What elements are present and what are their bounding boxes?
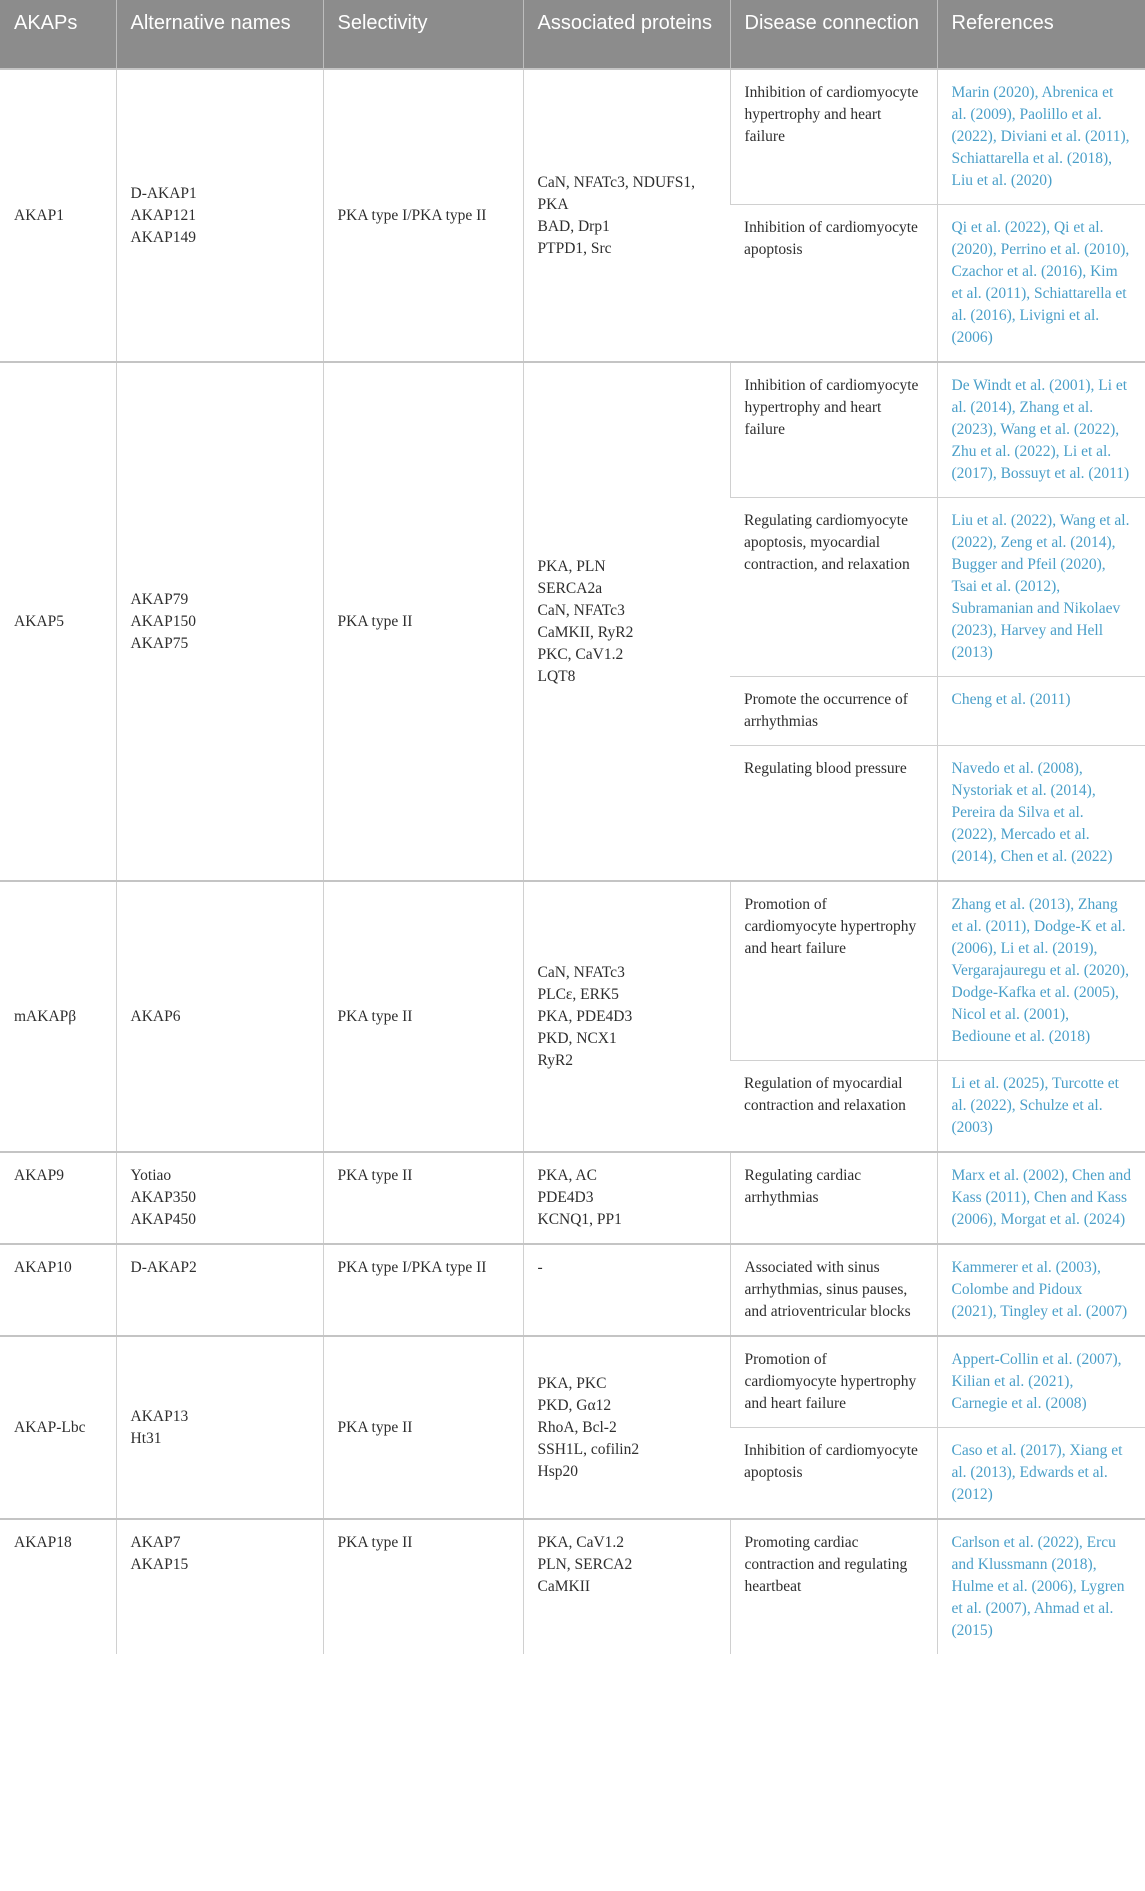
- table-row: [0, 69, 1145, 205]
- associated-protein: PKA, AC: [537, 1167, 597, 1184]
- table-row: [0, 881, 1145, 1061]
- associated-proteins-cell: [523, 881, 730, 1152]
- associated-protein: PTPD1, Src: [537, 239, 612, 257]
- associated-protein: CaMKII, RyR2: [537, 623, 634, 641]
- table-row: [0, 362, 1145, 498]
- associated-protein: PKD, NCX1: [537, 1029, 617, 1047]
- references-cell[interactable]: Qi et al. (2022), Qi et al. (2020), Perrino et al. (2010), Czachor et al. (2016), Kim et al. (2011), Schiattarella et al. (2016), Livigni et al. (2006): [937, 205, 1145, 363]
- associated-protein: -: [537, 1259, 543, 1276]
- disease-connection-cell: Inhibition of cardiomyocyte apoptosis: [730, 1428, 937, 1520]
- alternative-names-cell: [116, 362, 323, 881]
- associated-proteins-cell: [523, 1152, 730, 1244]
- references-cell[interactable]: Li et al. (2025), Turcotte et al. (2022), Schulze et al. (2003): [937, 1061, 1145, 1153]
- associated-proteins-cell: [523, 1244, 730, 1336]
- associated-protein: PLCε, ERK5: [537, 985, 619, 1003]
- alternative-name: AKAP350: [130, 1189, 196, 1206]
- selectivity-cell: PKA type II: [323, 1152, 523, 1244]
- references-cell[interactable]: Kammerer et al. (2003), Colombe and Pidoux (2021), Tingley et al. (2007): [937, 1244, 1145, 1336]
- alternative-names-cell: [116, 1519, 323, 1654]
- table-row: [0, 1244, 1145, 1336]
- header-akaps: AKAPs: [0, 0, 116, 69]
- associated-proteins-cell: [523, 1336, 730, 1519]
- disease-connection-cell: Inhibition of cardiomyocyte hypertrophy and heart failure: [730, 362, 937, 498]
- alternative-name: AKAP149: [130, 228, 196, 246]
- references-cell[interactable]: Zhang et al. (2013), Zhang et al. (2011), Dodge-K et al. (2006), Li et al. (2019), Vergarajauregu et al. (2020), Dodge-Kafka et al. (2005), Nicol et al. (2001), Bedioune et al. (2018): [937, 881, 1145, 1061]
- associated-proteins-cell: [523, 1519, 730, 1654]
- table-body: [0, 69, 1145, 1654]
- disease-connection-cell: Regulating cardiac arrhythmias: [730, 1152, 937, 1244]
- akap-name-cell: AKAP18: [0, 1519, 116, 1654]
- associated-protein: CaN, NFATc3, NDUFS1,: [537, 173, 696, 191]
- table-row: [0, 1152, 1145, 1244]
- alternative-name: AKAP121: [130, 206, 196, 224]
- references-cell[interactable]: Caso et al. (2017), Xiang et al. (2013), Edwards et al. (2012): [937, 1428, 1145, 1520]
- disease-connection-cell: Promotion of cardiomyocyte hypertrophy and heart failure: [730, 1336, 937, 1428]
- header-alternative-names: Alternative names: [116, 0, 323, 69]
- references-cell[interactable]: Marx et al. (2002), Chen and Kass (2011), Chen and Kass (2006), Morgat et al. (2024): [937, 1152, 1145, 1244]
- associated-protein: PKD, Gα12: [537, 1396, 612, 1414]
- disease-connection-cell: Associated with sinus arrhythmias, sinus pauses, and atrioventricular blocks: [730, 1244, 937, 1336]
- selectivity-cell: PKA type II: [323, 1336, 523, 1519]
- associated-proteins-cell: [523, 69, 730, 362]
- references-cell[interactable]: Carlson et al. (2022), Ercu and Klussmann (2018), Hulme et al. (2006), Lygren et al. (2007), Ahmad et al. (2015): [937, 1519, 1145, 1654]
- alternative-name: Yotiao: [130, 1167, 172, 1184]
- disease-connection-cell: Promoting cardiac contraction and regulating heartbeat: [730, 1519, 937, 1654]
- selectivity-cell: PKA type I/PKA type II: [323, 69, 523, 362]
- associated-protein: CaMKII: [537, 1578, 591, 1595]
- associated-protein: PKA, PLN: [537, 557, 606, 575]
- associated-protein: CaN, NFATc3: [537, 963, 625, 981]
- disease-connection-cell: Regulation of myocardial contraction and relaxation: [730, 1061, 937, 1153]
- references-cell[interactable]: Appert-Collin et al. (2007), Kilian et al. (2021), Carnegie et al. (2008): [937, 1336, 1145, 1428]
- associated-protein: PKC, CaV1.2: [537, 645, 624, 663]
- header-associated-proteins: Associated proteins: [523, 0, 730, 69]
- associated-protein: PLN, SERCA2: [537, 1556, 633, 1573]
- disease-connection-cell: Inhibition of cardiomyocyte apoptosis: [730, 205, 937, 363]
- alternative-names-cell: [116, 1244, 323, 1336]
- associated-protein: Hsp20: [537, 1462, 578, 1480]
- disease-connection-cell: Inhibition of cardiomyocyte hypertrophy and heart failure: [730, 69, 937, 205]
- references-cell[interactable]: Navedo et al. (2008), Nystoriak et al. (2014), Pereira da Silva et al. (2022), Mercado et al. (2014), Chen et al. (2022): [937, 746, 1145, 882]
- associated-protein: CaN, NFATc3: [537, 601, 625, 619]
- associated-protein: PKA, PKC: [537, 1374, 607, 1392]
- selectivity-cell: PKA type II: [323, 881, 523, 1152]
- table-row: [0, 1519, 1145, 1654]
- akap-name-cell: AKAP1: [0, 69, 116, 362]
- akap-name-cell: AKAP5: [0, 362, 116, 881]
- alternative-name: Ht31: [130, 1429, 162, 1447]
- disease-connection-cell: Regulating blood pressure: [730, 746, 937, 882]
- associated-protein: RyR2: [537, 1051, 574, 1069]
- selectivity-cell: PKA type II: [323, 362, 523, 881]
- table-header: [0, 0, 1145, 69]
- associated-protein: SERCA2a: [537, 579, 603, 597]
- alternative-name: D-AKAP2: [130, 1259, 197, 1276]
- alternative-name: AKAP15: [130, 1556, 189, 1573]
- references-cell[interactable]: Marin (2020), Abrenica et al. (2009), Paolillo et al. (2022), Diviani et al. (2011), Schiattarella et al. (2018), Liu et al. (2020): [937, 69, 1145, 205]
- associated-protein: SSH1L, cofilin2: [537, 1440, 640, 1458]
- akap-name-cell: mAKAPβ: [0, 881, 116, 1152]
- disease-connection-cell: Regulating cardiomyocyte apoptosis, myocardial contraction, and relaxation: [730, 498, 937, 677]
- header-row: [0, 0, 1145, 69]
- references-cell[interactable]: De Windt et al. (2001), Li et al. (2014), Zhang et al. (2023), Wang et al. (2022), Zhu et al. (2022), Li et al. (2017), Bossuyt et al. (2011): [937, 362, 1145, 498]
- akap-name-cell: AKAP10: [0, 1244, 116, 1336]
- associated-protein: PKA: [537, 195, 569, 213]
- alternative-name: AKAP75: [130, 634, 189, 652]
- akap-name-cell: AKAP-Lbc: [0, 1336, 116, 1519]
- associated-protein: PDE4D3: [537, 1189, 594, 1206]
- associated-protein: RhoA, Bcl-2: [537, 1418, 617, 1436]
- associated-protein: BAD, Drp1: [537, 217, 610, 235]
- header-references: References: [937, 0, 1145, 69]
- selectivity-cell: PKA type II: [323, 1519, 523, 1654]
- alternative-name: AKAP13: [130, 1407, 189, 1425]
- table-row: [0, 1336, 1145, 1428]
- alternative-name: AKAP450: [130, 1211, 196, 1228]
- alternative-names-cell: [116, 1152, 323, 1244]
- associated-protein: KCNQ1, PP1: [537, 1211, 622, 1228]
- header-selectivity: Selectivity: [323, 0, 523, 69]
- header-disease-connection: Disease connection: [730, 0, 937, 69]
- disease-connection-cell: Promote the occurrence of arrhythmias: [730, 677, 937, 746]
- references-cell[interactable]: Cheng et al. (2011): [937, 677, 1145, 746]
- alternative-names-cell: [116, 69, 323, 362]
- disease-connection-cell: Promotion of cardiomyocyte hypertrophy and heart failure: [730, 881, 937, 1061]
- akap-name-cell: AKAP9: [0, 1152, 116, 1244]
- alternative-names-cell: [116, 881, 323, 1152]
- associated-protein: PKA, CaV1.2: [537, 1534, 625, 1551]
- alternative-name: AKAP6: [130, 1007, 181, 1025]
- associated-proteins-cell: [523, 362, 730, 881]
- alternative-name: AKAP7: [130, 1534, 181, 1551]
- associated-protein: PKA, PDE4D3: [537, 1007, 633, 1025]
- alternative-name: D-AKAP1: [130, 184, 197, 202]
- alternative-name: AKAP79: [130, 590, 189, 608]
- selectivity-cell: PKA type I/PKA type II: [323, 1244, 523, 1336]
- alternative-name: AKAP150: [130, 612, 196, 630]
- references-cell[interactable]: Liu et al. (2022), Wang et al. (2022), Zeng et al. (2014), Bugger and Pfeil (2020), Tsai et al. (2012), Subramanian and Nikolaev (2023), Harvey and Hell (2013): [937, 498, 1145, 677]
- associated-protein: LQT8: [537, 667, 576, 685]
- alternative-names-cell: [116, 1336, 323, 1519]
